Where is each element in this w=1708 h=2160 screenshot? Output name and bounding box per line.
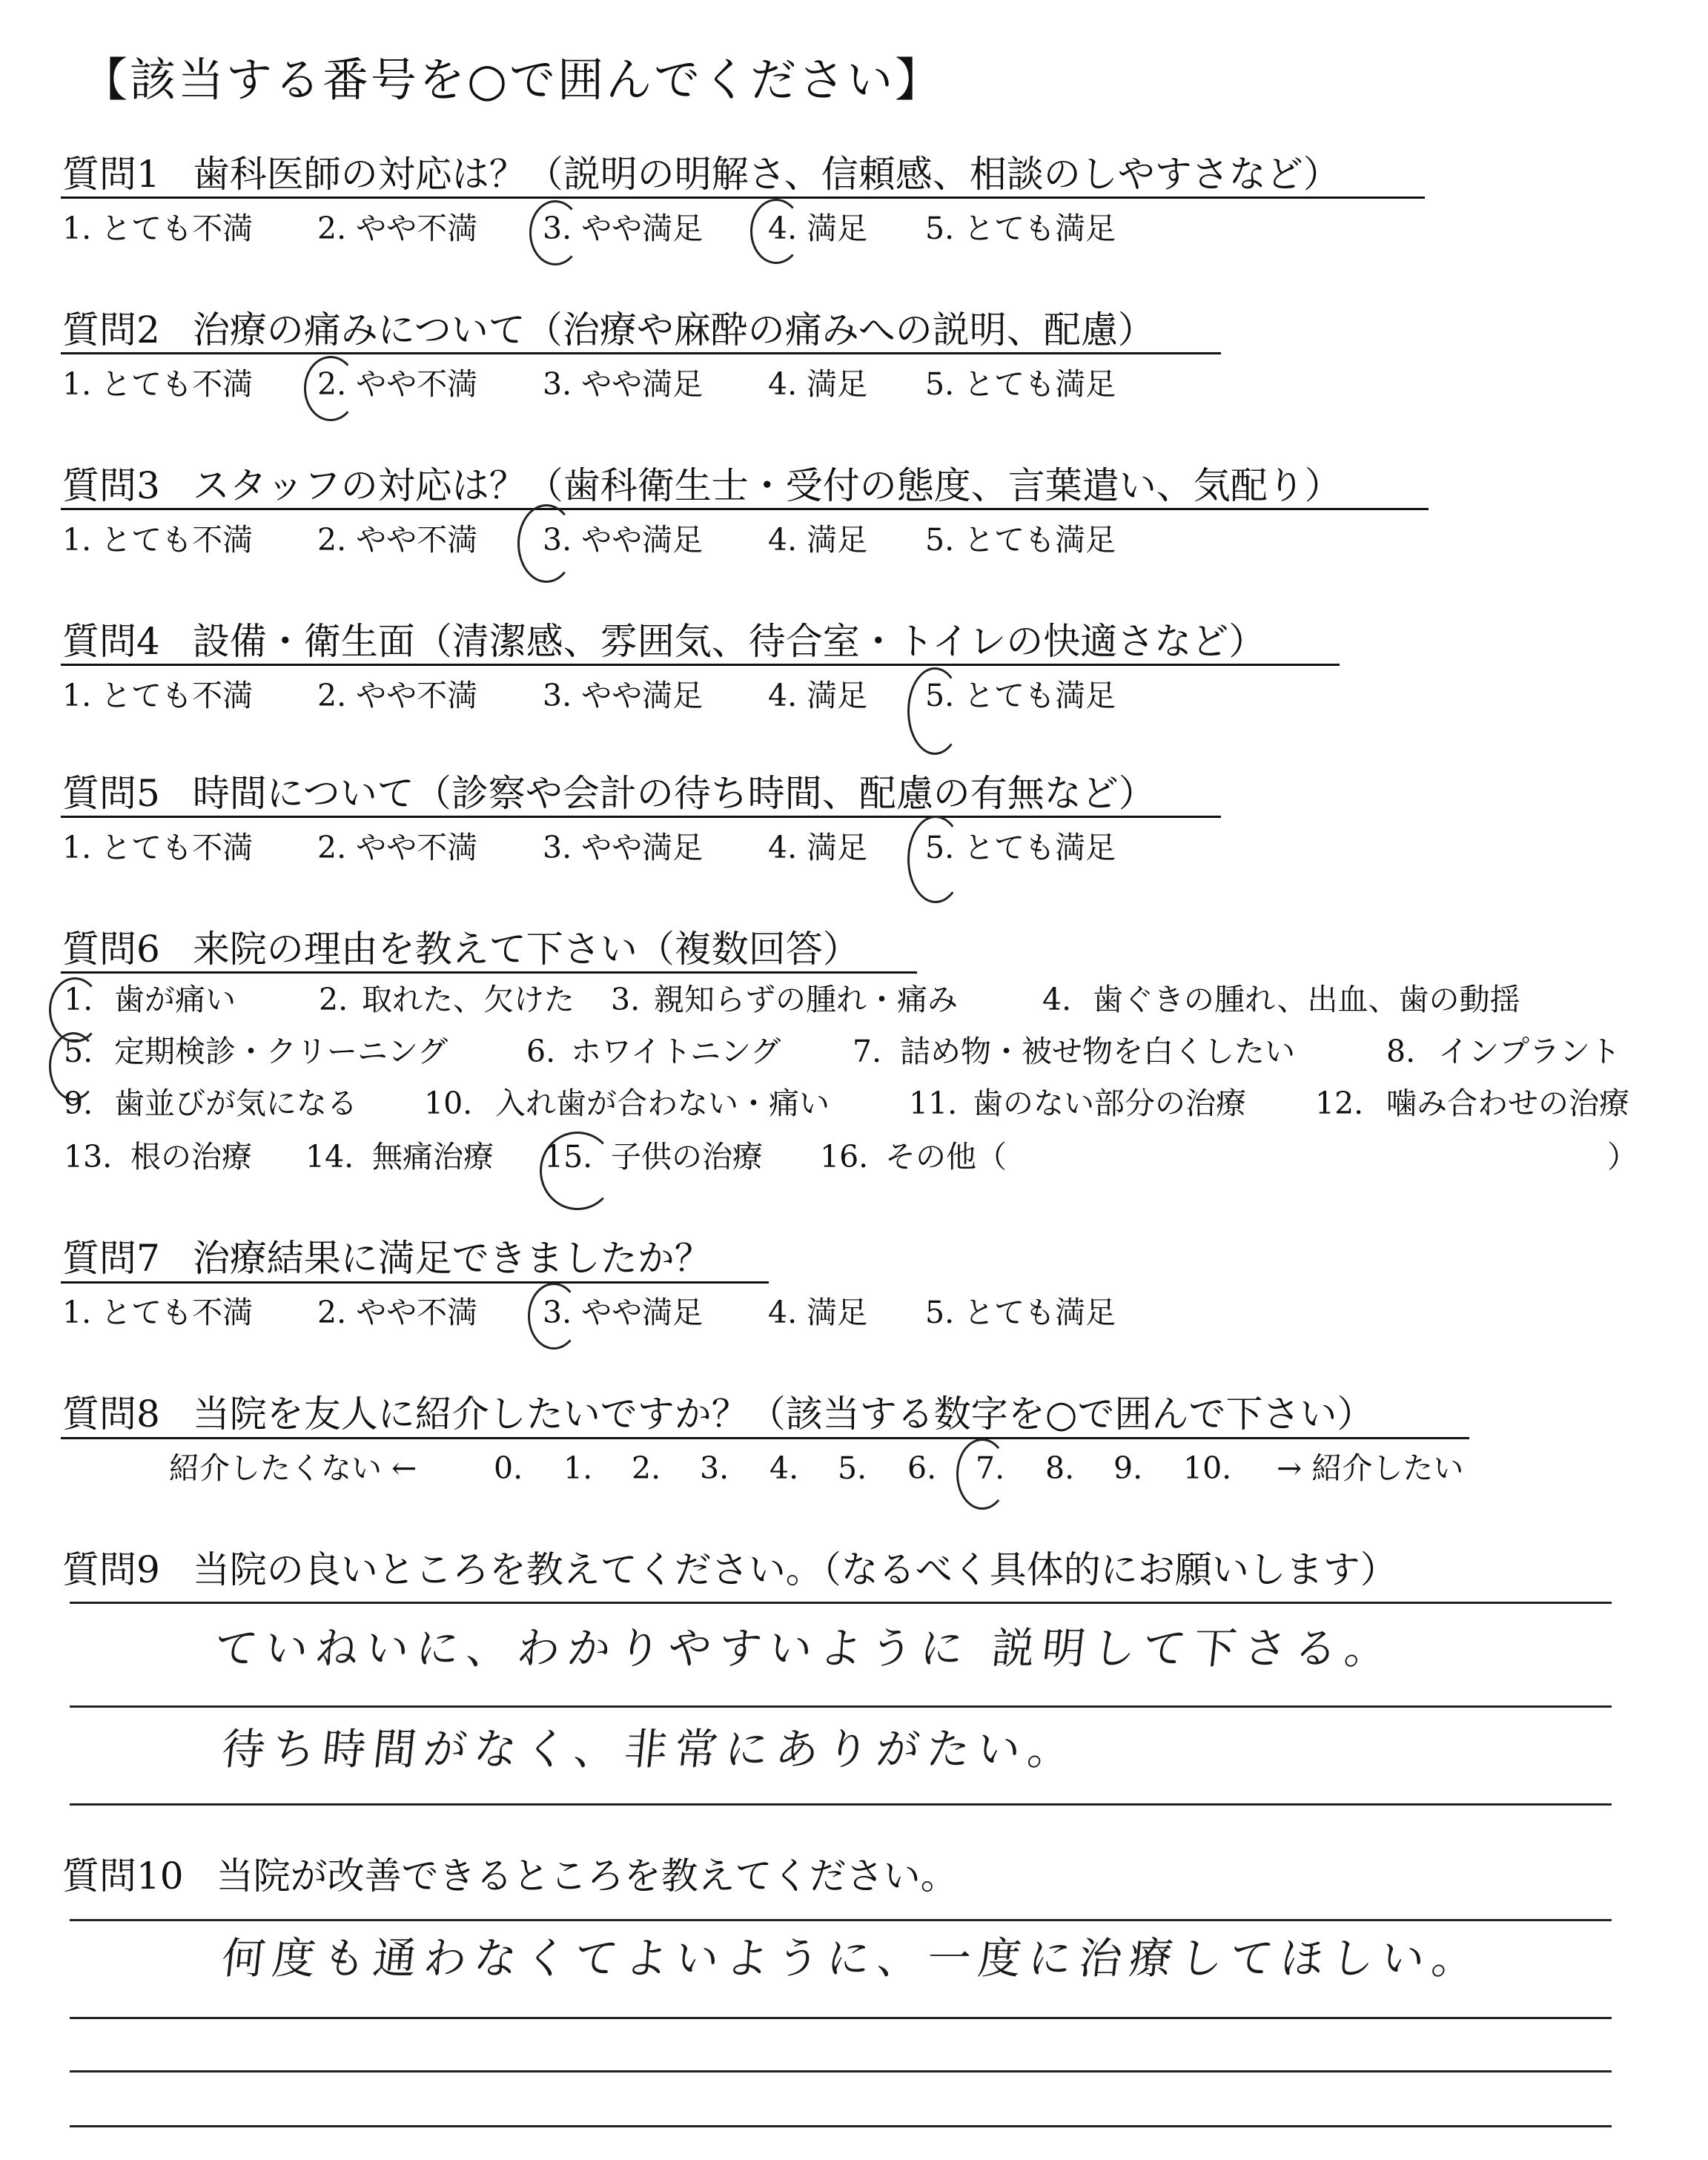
option-2[interactable]: 2. やや不満 <box>317 522 478 558</box>
scale-10[interactable]: 10. <box>1183 1450 1232 1486</box>
option-2[interactable]: 2. やや不満 <box>317 830 478 865</box>
underline <box>61 508 1429 510</box>
question-text: 当院が改善できるところを教えてください。 <box>216 1855 958 1898</box>
handwritten-answer-1: 何度も通わなくてよいように、一度に治療してほしい。 <box>219 1933 1486 1984</box>
option-3[interactable]: 3. やや満足 <box>543 830 704 865</box>
reason-label: 定期検診・クリーニング <box>114 1034 448 1069</box>
reason-label: 歯のない部分の治療 <box>973 1086 1246 1121</box>
reason-number[interactable]: 5. <box>64 1034 93 1069</box>
scale-7[interactable]: 7. <box>976 1450 1005 1486</box>
scale-9[interactable]: 9. <box>1113 1450 1143 1486</box>
reason-number[interactable]: 12. <box>1315 1086 1364 1121</box>
answer-line <box>70 1602 1612 1604</box>
underline <box>61 1281 769 1284</box>
underline <box>61 816 1221 818</box>
option-5[interactable]: 5. とても満足 <box>925 678 1116 713</box>
reason-label: 噛み合わせの治療 <box>1386 1086 1629 1121</box>
option-5[interactable]: 5. とても満足 <box>925 366 1116 402</box>
option-1[interactable]: 1. とても不満 <box>62 522 254 558</box>
reason-number[interactable]: 4. <box>1042 982 1072 1017</box>
question-text: 時間について（診察や会計の待ち時間、配慮の有無など） <box>192 772 1156 815</box>
reason-number[interactable]: 1. <box>64 982 93 1017</box>
question-text: 治療結果に満足できましたか？ <box>192 1237 712 1280</box>
reason-number[interactable]: 8. <box>1386 1034 1416 1069</box>
answer-line <box>70 2070 1612 2073</box>
reason-label: 入れ歯が合わない・痛い <box>495 1086 830 1121</box>
underline <box>61 1437 1469 1439</box>
question-text: 設備・衛生面（清潔感、雰囲気、待合室・トイレの快適さなど） <box>192 620 1266 663</box>
underline <box>61 352 1221 354</box>
option-4[interactable]: 4. 満足 <box>768 366 868 402</box>
reason-label: 無痛治療 <box>372 1139 494 1175</box>
answer-circle-5 <box>907 667 962 755</box>
underline <box>61 971 917 974</box>
option-3[interactable]: 3. やや満足 <box>543 1295 704 1330</box>
answer-circle-2 <box>304 356 357 421</box>
question-text: 来院の理由を教えて下さい（複数回答） <box>192 928 860 971</box>
option-2[interactable]: 2. やや不満 <box>317 678 478 713</box>
reason-number[interactable]: 10. <box>424 1086 473 1121</box>
answer-line <box>70 1919 1612 1921</box>
answer-line <box>70 1705 1612 1708</box>
scale-4[interactable]: 4. <box>769 1450 799 1486</box>
question-text: 当院を友人に紹介したいですか？（該当する数字を○で囲んで下さい） <box>192 1393 1374 1436</box>
option-1[interactable]: 1. とても不満 <box>62 678 254 713</box>
option-2[interactable]: 2. やや不満 <box>317 211 478 246</box>
scale-1[interactable]: 1. <box>563 1450 593 1486</box>
question-text: 当院の良いところを教えてください。（なるべく具体的にお願いします） <box>192 1548 1397 1591</box>
question-text: スタッフの対応は？（歯科衛生士・受付の態度、言葉遣い、気配り） <box>192 464 1342 507</box>
question-label: 質問8 <box>62 1393 160 1436</box>
question-label: 質問4 <box>62 620 160 663</box>
reason-label: 子供の治療 <box>611 1139 763 1175</box>
question-label: 質問5 <box>62 772 160 815</box>
instruction-header: 【該当する番号を○で囲んでください】 <box>82 53 944 107</box>
option-4[interactable]: 4. 満足 <box>768 678 868 713</box>
handwritten-answer-1: ていねいに、わかりやすいように 説明して下さる。 <box>211 1623 1398 1674</box>
option-3[interactable]: 3. やや満足 <box>543 522 704 558</box>
reason-number[interactable]: 13. <box>64 1139 113 1175</box>
reason-number[interactable]: 3. <box>611 982 640 1017</box>
other-close-paren: ） <box>1607 1139 1638 1175</box>
scale-8[interactable]: 8. <box>1045 1450 1075 1486</box>
option-3[interactable]: 3. やや満足 <box>543 211 704 246</box>
option-1[interactable]: 1. とても不満 <box>62 830 254 865</box>
question-label: 質問10 <box>62 1855 184 1898</box>
option-2[interactable]: 2. やや不満 <box>317 366 478 402</box>
reason-number[interactable]: 16. <box>820 1139 869 1175</box>
answer-circle-5 <box>907 816 964 903</box>
answer-circle-3 <box>517 504 575 583</box>
reason-number[interactable]: 6. <box>526 1034 556 1069</box>
option-3[interactable]: 3. やや満足 <box>543 366 704 402</box>
reason-number[interactable]: 11. <box>909 1086 958 1121</box>
scale-left-label: 紹介したくない ← <box>169 1450 417 1486</box>
answer-line <box>70 2017 1612 2019</box>
option-5[interactable]: 5. とても満足 <box>925 830 1116 865</box>
question-label: 質問7 <box>62 1237 160 1280</box>
option-4[interactable]: 4. 満足 <box>768 522 868 558</box>
reason-number[interactable]: 15. <box>544 1139 593 1175</box>
reason-label: 歯ぐきの腫れ、出血、歯の動揺 <box>1093 982 1520 1017</box>
answer-circle-3 <box>528 1283 580 1350</box>
question-label: 質問1 <box>62 153 160 196</box>
answer-circle-15 <box>540 1132 615 1210</box>
reason-label: 根の治療 <box>130 1139 252 1175</box>
reason-label: 歯並びが気になる <box>114 1086 357 1121</box>
option-4[interactable]: 4. 満足 <box>768 1295 868 1330</box>
reason-label: インプラント <box>1438 1034 1621 1069</box>
question-label: 質問3 <box>62 464 160 507</box>
reason-label: ホワイトニング <box>571 1034 781 1069</box>
question-label: 質問2 <box>62 308 160 351</box>
reason-number[interactable]: 9. <box>64 1086 93 1121</box>
option-4[interactable]: 4. 満足 <box>768 830 868 865</box>
question-text: 歯科医師の対応は？（説明の明解さ、信頼感、相談のしやすさなど） <box>192 153 1340 196</box>
option-1[interactable]: 1. とても不満 <box>62 211 254 246</box>
scale-2[interactable]: 2. <box>632 1450 661 1486</box>
scale-3[interactable]: 3. <box>700 1450 729 1486</box>
answer-circle-4 <box>750 199 802 264</box>
reason-number[interactable]: 2. <box>319 982 348 1017</box>
reason-label: 親知らずの腫れ・痛み <box>654 982 958 1017</box>
reason-label: 歯が痛い <box>114 982 236 1017</box>
option-2[interactable]: 2. やや不満 <box>317 1295 478 1330</box>
answer-circle-5 <box>49 1032 98 1100</box>
option-1[interactable]: 1. とても不満 <box>62 1295 254 1330</box>
answer-line <box>70 2125 1612 2127</box>
question-label: 質問6 <box>62 928 160 971</box>
underline <box>61 664 1340 666</box>
question-text: 治療の痛みについて（治療や麻酔の痛みへの説明、配慮） <box>192 308 1155 351</box>
option-3[interactable]: 3. やや満足 <box>543 678 704 713</box>
option-5[interactable]: 5. とても満足 <box>925 211 1116 246</box>
scale-right-label: → 紹介したい <box>1277 1450 1464 1486</box>
reason-label: 取れた、欠けた <box>362 982 575 1017</box>
option-1[interactable]: 1. とても不満 <box>62 366 254 402</box>
handwritten-answer-2: 待ち時間がなく、非常にありがたい。 <box>219 1724 1081 1774</box>
reason-label: 詰め物・被せ物を白くしたい <box>900 1034 1295 1069</box>
answer-line <box>70 1803 1612 1806</box>
option-5[interactable]: 5. とても満足 <box>925 522 1116 558</box>
question-label: 質問9 <box>62 1548 160 1591</box>
option-4[interactable]: 4. 満足 <box>768 211 868 246</box>
scale-0[interactable]: 0. <box>494 1450 523 1486</box>
reason-label: その他（ <box>885 1139 1007 1175</box>
underline <box>61 196 1425 199</box>
answer-circle-7 <box>956 1439 1008 1510</box>
scale-5[interactable]: 5. <box>838 1450 867 1486</box>
reason-number[interactable]: 14. <box>305 1139 354 1175</box>
answer-circle-3 <box>529 200 581 265</box>
scale-6[interactable]: 6. <box>907 1450 937 1486</box>
reason-number[interactable]: 7. <box>853 1034 882 1069</box>
option-5[interactable]: 5. とても満足 <box>925 1295 1116 1330</box>
